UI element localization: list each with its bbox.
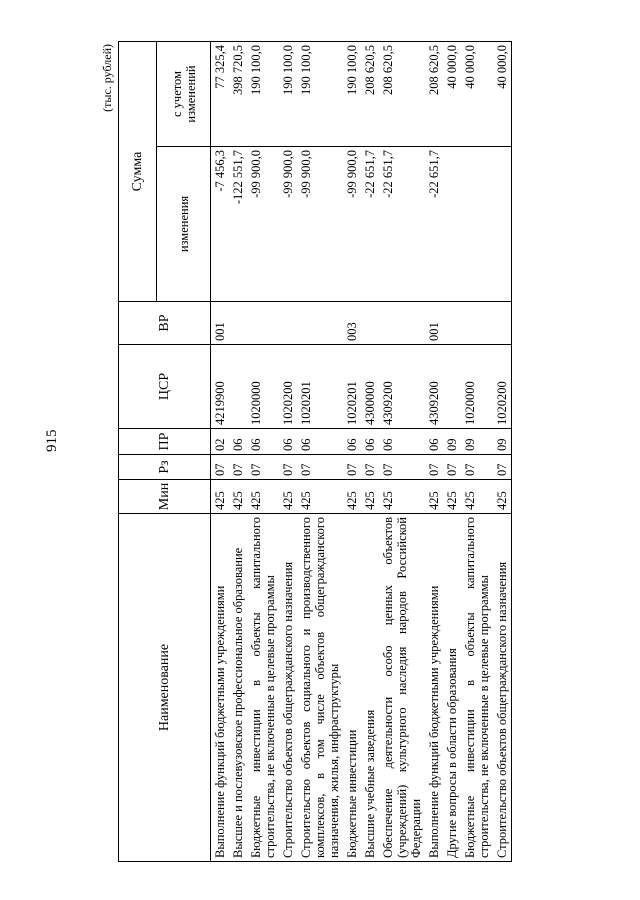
row-rz: 07 (493, 455, 512, 480)
row-name: Обеспечение деятельности особо ценных объектов (учреждений) культурного наследия народов Российской Федерации (379, 514, 425, 862)
row-change: -99 900,0 (247, 147, 279, 302)
row-rz: 07 (443, 455, 461, 480)
row-change (443, 147, 461, 302)
row-rz: 07 (247, 455, 279, 480)
row-change (461, 147, 493, 302)
row-vr: 001 (211, 302, 230, 345)
row-total: 190 100,0 (297, 42, 343, 147)
row-vr (297, 302, 343, 345)
row-total: 208 620,5 (361, 42, 379, 147)
row-pr: 06 (361, 429, 379, 455)
row-csr: 1020201 (297, 345, 343, 429)
header-min: Мин (119, 480, 211, 514)
row-csr: 1020200 (493, 345, 512, 429)
row-min: 425 (461, 480, 493, 514)
table-row (297, 42, 343, 862)
row-change: -22 651,7 (361, 147, 379, 302)
row-name: Строительство объектов общегражданского назначения (493, 514, 512, 862)
row-name: Строительство объектов общегражданского назначения (279, 514, 297, 862)
row-change: -99 900,0 (279, 147, 297, 302)
row-total: 40 000,0 (461, 42, 493, 147)
table-row (379, 42, 425, 862)
row-min: 425 (361, 480, 379, 514)
row-csr (443, 345, 461, 429)
row-name: Высшее и послевузовское профессиональное образование (229, 514, 247, 862)
row-rz: 07 (343, 455, 361, 480)
row-name: Другие вопросы в области образования (443, 514, 461, 862)
table-row (461, 42, 493, 862)
row-csr: 4300000 (361, 345, 379, 429)
row-change (493, 147, 512, 302)
row-change: -122 551,7 (229, 147, 247, 302)
table-body (211, 42, 512, 862)
row-pr: 09 (443, 429, 461, 455)
row-rz: 07 (379, 455, 425, 480)
row-rz: 07 (361, 455, 379, 480)
row-vr: 001 (425, 302, 443, 345)
row-name: Бюджетные инвестиции в объекты капитального строительства, не включенные в целевые программы (247, 514, 279, 862)
row-total: 208 620,5 (379, 42, 425, 147)
row-vr (443, 302, 461, 345)
page-number: 915 (44, 429, 60, 452)
table-row (443, 42, 461, 862)
row-rz: 07 (229, 455, 247, 480)
header-sum: Сумма (119, 42, 157, 302)
header-rz: Рз (119, 455, 211, 480)
header-change: изменения (157, 147, 211, 302)
row-vr (247, 302, 279, 345)
row-csr: 4219900 (211, 345, 230, 429)
row-rz: 07 (211, 455, 230, 480)
row-min: 425 (297, 480, 343, 514)
row-change: -7 456,3 (211, 147, 230, 302)
row-total: 190 100,0 (247, 42, 279, 147)
header-vr: ВР (119, 302, 211, 345)
row-total: 40 000,0 (493, 42, 512, 147)
row-pr: 06 (425, 429, 443, 455)
header-name: Наименование (119, 514, 211, 862)
row-name: Бюджетные инвестиции (343, 514, 361, 862)
row-csr: 1020200 (279, 345, 297, 429)
row-csr (229, 345, 247, 429)
table-row (279, 42, 297, 862)
row-total: 398 720,5 (229, 42, 247, 147)
row-name: Выполнение функций бюджетными учреждениями (425, 514, 443, 862)
row-csr: 1020000 (461, 345, 493, 429)
row-rz: 07 (461, 455, 493, 480)
header-pr: ПР (119, 429, 211, 455)
row-pr: 02 (211, 429, 230, 455)
row-vr (461, 302, 493, 345)
table-row (247, 42, 279, 862)
row-total: 190 100,0 (279, 42, 297, 147)
row-rz: 07 (425, 455, 443, 480)
row-vr (229, 302, 247, 345)
row-rz: 07 (297, 455, 343, 480)
row-vr (279, 302, 297, 345)
row-csr: 1020000 (247, 345, 279, 429)
row-min: 425 (247, 480, 279, 514)
row-pr: 06 (297, 429, 343, 455)
row-vr (361, 302, 379, 345)
row-name: Высшие учебные заведения (361, 514, 379, 862)
table-row (493, 42, 512, 862)
row-pr: 06 (343, 429, 361, 455)
header-csr: ЦСР (119, 345, 211, 429)
row-min: 425 (279, 480, 297, 514)
row-csr: 1020201 (343, 345, 361, 429)
row-min: 425 (211, 480, 230, 514)
row-vr: 003 (343, 302, 361, 345)
row-min: 425 (229, 480, 247, 514)
rotated-budget-table (100, 42, 550, 862)
budget-table (118, 41, 512, 862)
row-total: 77 325,4 (211, 42, 230, 147)
row-name: Бюджетные инвестиции в объекты капитального строительства, не включенные в целевые программы (461, 514, 493, 862)
row-min: 425 (425, 480, 443, 514)
row-rz: 07 (279, 455, 297, 480)
row-min: 425 (443, 480, 461, 514)
row-min: 425 (343, 480, 361, 514)
row-total: 190 100,0 (343, 42, 361, 147)
table-row (211, 42, 230, 862)
row-total: 208 620,5 (425, 42, 443, 147)
row-name: Выполнение функций бюджетными учреждениями (211, 514, 230, 862)
units-label: (тыс. рублей) (100, 44, 114, 112)
row-pr: 06 (279, 429, 297, 455)
row-change: -99 900,0 (297, 147, 343, 302)
row-change: -22 651,7 (379, 147, 425, 302)
row-pr: 06 (379, 429, 425, 455)
row-vr (379, 302, 425, 345)
row-pr: 06 (247, 429, 279, 455)
row-vr (493, 302, 512, 345)
row-min: 425 (493, 480, 512, 514)
row-change: -22 651,7 (425, 147, 443, 302)
row-csr: 4309200 (425, 345, 443, 429)
header-with-changes: с учетом изменений (157, 42, 211, 147)
table-row (425, 42, 443, 862)
row-pr: 06 (229, 429, 247, 455)
row-min: 425 (379, 480, 425, 514)
table-row (343, 42, 361, 862)
table-row (229, 42, 247, 862)
row-total: 40 000,0 (443, 42, 461, 147)
row-change: -99 900,0 (343, 147, 361, 302)
table-row (361, 42, 379, 862)
row-pr: 09 (461, 429, 493, 455)
row-pr: 09 (493, 429, 512, 455)
row-name: Строительство объектов социального и производственного комплексов, в том числе объектов общегражданского назначения, жилья, инфраструктуры (297, 514, 343, 862)
row-csr: 4309200 (379, 345, 425, 429)
